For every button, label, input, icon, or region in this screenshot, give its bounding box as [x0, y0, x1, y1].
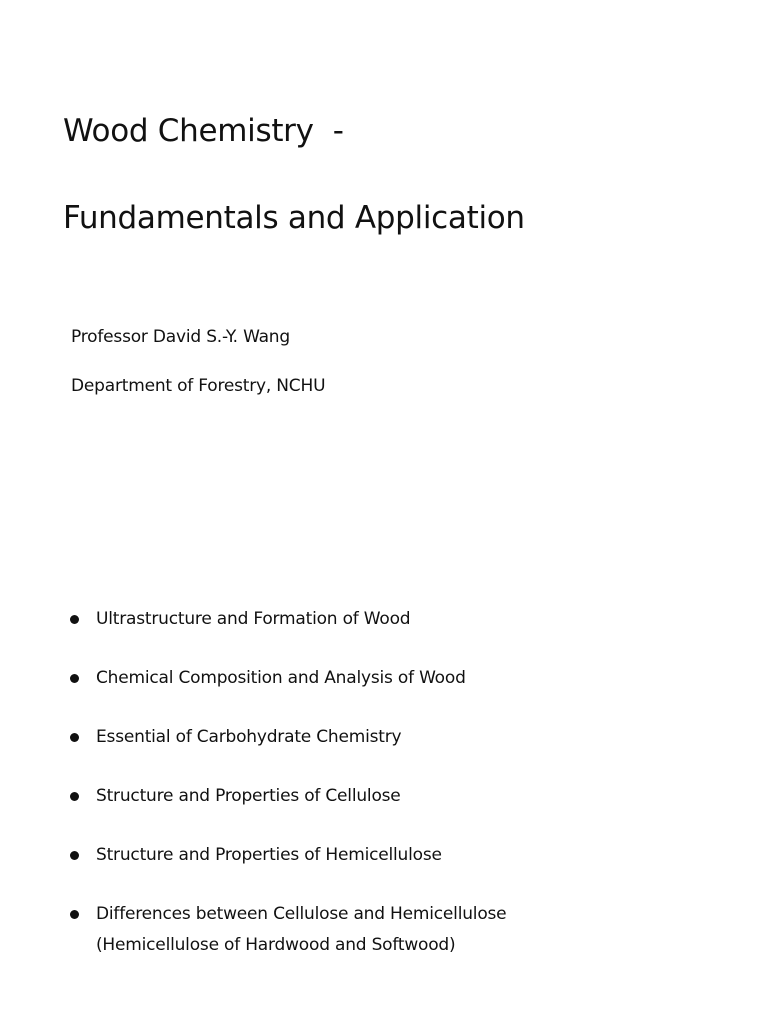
topic-text: Structure and Properties of Hemicellulose — [96, 845, 442, 865]
topic-text: Essential of Carbohydrate Chemistry — [96, 727, 402, 747]
bullet-icon — [70, 910, 79, 919]
topic-text: Differences between Cellulose and Hemicellulose — [96, 904, 507, 924]
department-name: Department of Forestry, NCHU — [71, 376, 326, 396]
topic-text-continuation: (Hemicellulose of Hardwood and Softwood) — [96, 935, 456, 955]
topic-item — [68, 899, 748, 961]
topic-item — [68, 604, 748, 635]
bullet-icon — [70, 851, 79, 860]
bullet-icon — [70, 674, 79, 683]
topic-item — [68, 663, 748, 694]
author-name: Professor David S.-Y. Wang — [71, 327, 290, 347]
topic-text: Chemical Composition and Analysis of Wood — [96, 668, 466, 688]
topic-text: Ultrastructure and Formation of Wood — [96, 609, 411, 629]
document-title-line-1: Wood Chemistry - — [63, 113, 344, 149]
topic-list — [68, 604, 748, 989]
topic-item — [68, 722, 748, 753]
bullet-icon — [70, 733, 79, 742]
document-title-line-2: Fundamentals and Application — [63, 200, 525, 236]
topic-item — [68, 840, 748, 871]
topic-item — [68, 781, 748, 812]
bullet-icon — [70, 615, 79, 624]
topic-text: Structure and Properties of Cellulose — [96, 786, 401, 806]
bullet-icon — [70, 792, 79, 801]
